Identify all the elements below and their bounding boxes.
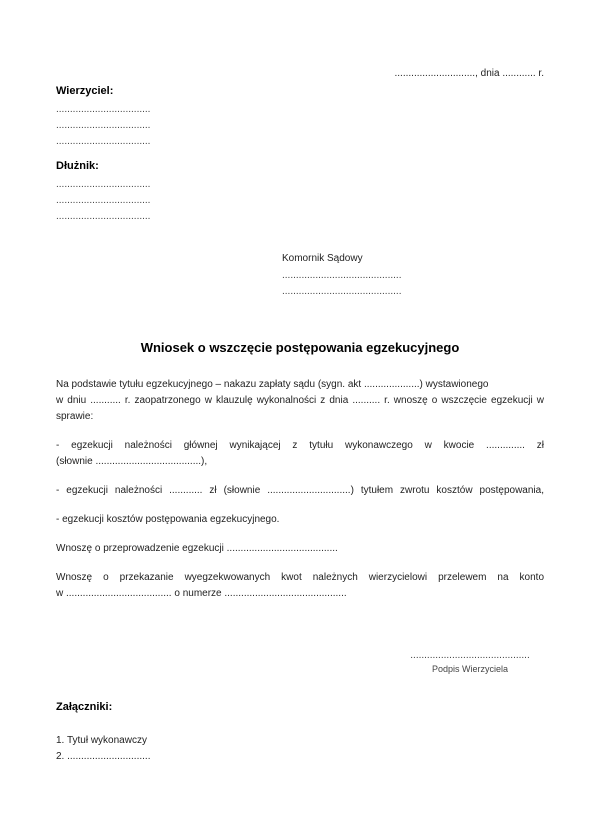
attachments-label: Załączniki:: [56, 701, 113, 713]
request-transfer-line: Wnoszę o przekazanie wyegzekwowanych kwot należnych wierzycielowi przelewem na konto: [56, 572, 544, 583]
claim-main-line: (słownie ......................................),: [56, 456, 208, 467]
request-transfer-paragraph: [56, 570, 544, 602]
signature-block: [404, 650, 536, 675]
request-transfer-line: w ...................................... o numerze ............................................: [56, 588, 347, 599]
bailiff-fill-line: ...........................................: [282, 286, 402, 297]
debtor-fill-line: ..................................: [56, 179, 151, 190]
creditor-label: Wierzyciel:: [56, 85, 114, 97]
request-conduct-line: Wnoszę o przeprowadzenie egzekucji ........................................: [56, 543, 338, 554]
claim-item-enforcement-costs: [56, 512, 544, 528]
attachment-item: 1. Tytuł wykonawczy: [56, 735, 147, 746]
intro-paragraph: [56, 377, 544, 425]
document-title: Wniosek o wszczęcie postępowania egzekucyjnego: [140, 340, 460, 355]
bailiff-label: Komornik Sądowy: [282, 253, 363, 264]
bailiff-fill-line: ...........................................: [282, 270, 402, 281]
intro-line: w dniu ........... r. zaopatrzonego w klauzulę wykonalności z dnia .......... r. wnoszę o wszczęcie egzekucji w: [56, 395, 544, 406]
creditor-fill-line: ..................................: [56, 136, 151, 147]
claim-item-main-debt: [56, 438, 544, 470]
debtor-fill-line: ..................................: [56, 211, 151, 222]
debtor-section: [56, 160, 544, 225]
signature-caption: Podpis Wierzyciela: [431, 664, 509, 674]
claim-item-proceeding-costs: [56, 483, 544, 499]
creditor-section: [56, 85, 544, 150]
signature-fill-line: ...........................................: [410, 650, 530, 661]
claim-costs-line: - egzekucji należności ............ zł (słownie ..............................) tytułem zwrotu kosztów postępowania,: [56, 485, 544, 496]
claim-enforcement-line: - egzekucji kosztów postępowania egzekucyjnego.: [56, 514, 280, 525]
attachments-section: [56, 701, 544, 765]
attachment-item: 2. ..............................: [56, 751, 151, 762]
date-line: ............................., dnia ............ r.: [394, 68, 544, 79]
debtor-fill-line: ..................................: [56, 195, 151, 206]
creditor-fill-line: ..................................: [56, 104, 151, 115]
request-conduct-paragraph: [56, 541, 544, 557]
claim-main-line: - egzekucji należności głównej wynikającej z tytułu wykonawczego w kwocie .............. zł: [56, 440, 544, 451]
creditor-fill-line: ..................................: [56, 120, 151, 131]
intro-line: sprawie:: [56, 411, 94, 422]
bailiff-section: [282, 252, 544, 300]
intro-line: Na podstawie tytułu egzekucyjnego – nakazu zapłaty sądu (sygn. akt ....................) wystawionego: [56, 379, 489, 390]
debtor-label: Dłużnik:: [56, 160, 99, 172]
